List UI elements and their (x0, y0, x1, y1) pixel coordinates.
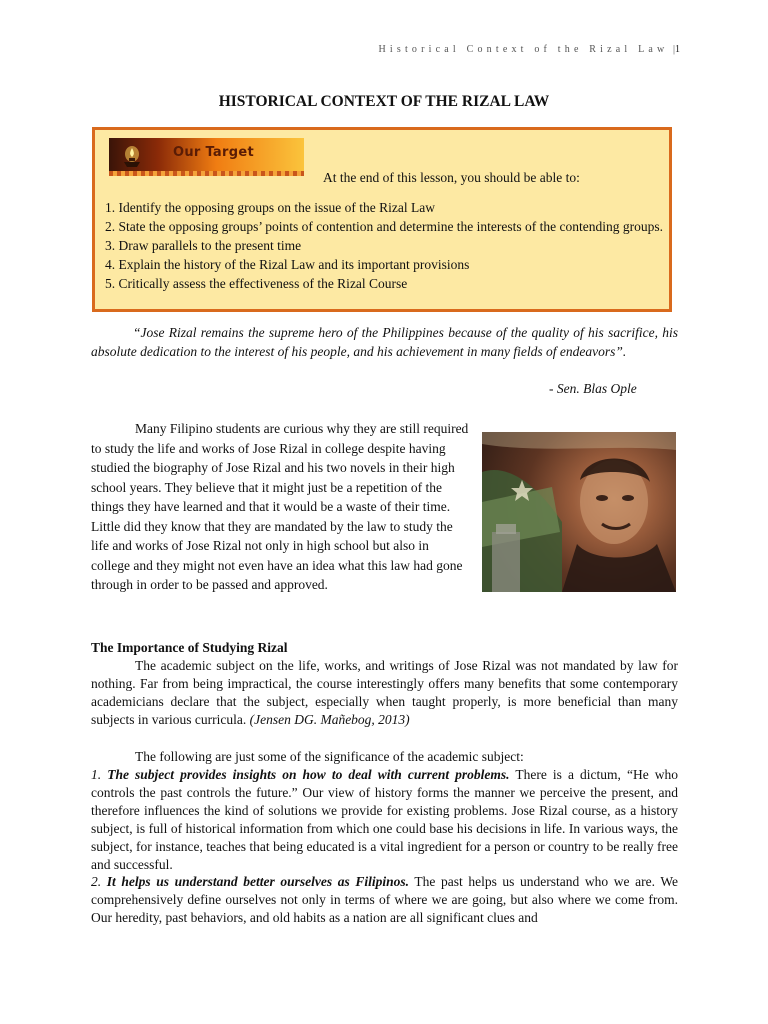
point-lead: It helps us understand better ourselves as Filipinos. (106, 874, 409, 889)
running-header (378, 44, 680, 55)
objective-item: 1. Identify the opposing groups on the issue of the Rizal Law (105, 200, 435, 215)
quote-attribution: - Sen. Blas Ople (549, 381, 637, 396)
rizal-portrait-image (482, 432, 676, 592)
section-heading: The Importance of Studying Rizal (91, 640, 288, 655)
point-body: The past helps us understand who we are. We comprehensively define ourselves not only in terms of where we are going, but also where we come from. Our heredity, past behaviors, and old habits as a nation are all significant clues and (91, 874, 678, 925)
importance-text: The academic subject on the life, works, and writings of Jose Rizal was not mandated by law for nothing. Far from being impractical, the course interestingly offers many benefits that some contemporary academicians declare that the subject, especially when taught properly, is more beneficial than many subjects in various curricula. (91, 658, 678, 727)
our-target-box (92, 127, 672, 312)
rizal-portrait-art (482, 432, 676, 592)
oil-lamp-icon (121, 145, 143, 169)
significance-point (91, 873, 678, 927)
objective-item: 2. State the opposing groups’ points of contention and determine the interests of the contending groups. (105, 219, 664, 234)
point-lead: The subject provides insights on how to deal with current problems. (107, 767, 510, 782)
page-number: 1 (675, 44, 680, 55)
objective-item: 3. Draw parallels to the present time (105, 238, 302, 253)
significance-point (91, 766, 678, 874)
point-number: 1. (91, 767, 102, 782)
header-divider: | (670, 44, 675, 55)
importance-paragraph (91, 657, 678, 729)
objective-item: 4. Explain the history of the Rizal Law and its important provisions (105, 257, 470, 272)
citation: (Jensen DG. Mañebog, 2013) (249, 712, 410, 727)
significance-intro: The following are just some of the significance of the academic subject: (135, 749, 524, 764)
target-intro: At the end of this lesson, you should be able to: (323, 170, 580, 185)
page-title: HISTORICAL CONTEXT OF THE RIZAL LAW (218, 93, 550, 110)
point-number: 2. (91, 874, 102, 889)
ople-quote: “Jose Rizal remains the supreme hero of the Philippines because of the quality of his sacrifice, his absolute dedication to the interest of his people, and his achievement in many fields of endeavors”. (91, 325, 678, 359)
our-target-label: Our Target (173, 145, 254, 160)
banner-stripe (109, 171, 304, 176)
objective-item: 5. Critically assess the effectiveness of the Rizal Course (105, 276, 408, 291)
our-target-banner (109, 138, 304, 176)
objectives-list (105, 198, 665, 293)
running-title: Historical Context of the Rizal Law (378, 44, 669, 55)
intro-paragraph: Many Filipino students are curious why they are still required to study the life and works of Jose Rizal in college despite having studied the biography of Jose Rizal and his two novels in their high school years. They believe that it might just be a repetition of the things they have learned and that it would be a waste of their time. Little did they know that they are mandated by the law to study the life and works of Jose Rizal not only in high school but also in college and they might not even have an idea what this law had gone through in order to be passed and approved. (91, 421, 469, 592)
point-body: There is a dictum, “He who controls the past controls the future.” Our view of history forms the manner we perceive the present, and therefore influences the kind of solutions we provide for existing problems. Jose Rizal course, as a history subject, is full of historical information from which one could base his decisions in life. In various ways, the subject, for instance, teaches that being educated is a vital ingredient for a person or country to be really free and successful. (91, 767, 679, 872)
